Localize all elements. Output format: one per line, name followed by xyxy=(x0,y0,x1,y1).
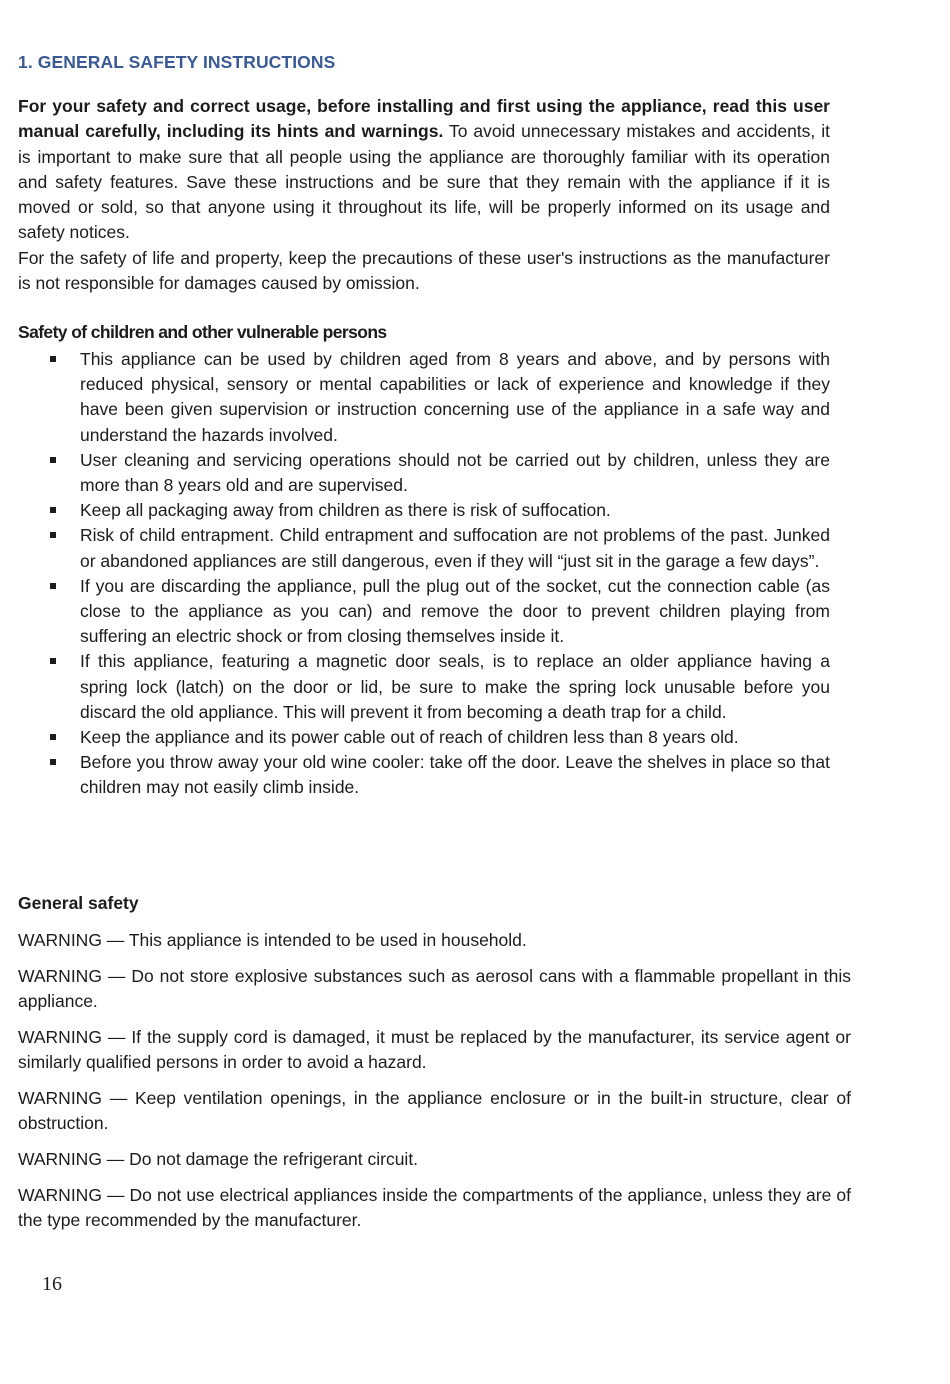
list-item-text: User cleaning and servicing operations should not be carried out by children, unless they are more than 8 years old and are supervised. xyxy=(80,449,830,496)
list-item xyxy=(18,649,830,725)
intro-block xyxy=(18,94,830,296)
list-item-text: Keep all packaging away from children as there is risk of suffocation. xyxy=(80,500,611,521)
list-item-text: This appliance can be used by children aged from 8 years and above, and by persons with reduced physical, sensory or mental capabilities or lack of experience and knowledge if they have been given supervision or instruction concerning use of the appliance in a safe way and understand the hazards involved. xyxy=(80,349,830,445)
warnings-list xyxy=(18,928,851,1244)
children-safety-heading: Safety of children and other vulnerable persons xyxy=(18,322,387,342)
list-item xyxy=(18,750,830,800)
list-item-text: Keep the appliance and its power cable out of reach of children less than 8 years old. xyxy=(80,727,739,748)
section-heading: 1. GENERAL SAFETY INSTRUCTIONS xyxy=(18,52,336,72)
list-item-text: If this appliance, featuring a magnetic door seals, is to replace an older appliance having a spring lock (latch) on the door or lid, be sure to make the spring lock unusable before you discard the old appliance. This will prevent it from becoming a death trap for a child. xyxy=(80,651,830,722)
bullet-square-icon xyxy=(50,734,56,740)
intro-second-paragraph: For the safety of life and property, keep the precautions of these user's instructions as the manufacturer is not responsible for damages caused by omission. xyxy=(18,247,830,294)
list-item xyxy=(18,523,830,573)
bullet-square-icon xyxy=(50,759,56,765)
warning-item: WARNING — This appliance is intended to be used in household. xyxy=(18,930,527,950)
bullet-square-icon xyxy=(50,356,56,362)
bullet-square-icon xyxy=(50,507,56,513)
bullet-square-icon xyxy=(50,658,56,664)
page-number: 16 xyxy=(42,1273,62,1295)
warning-item: WARNING — If the supply cord is damaged, it must be replaced by the manufacturer, its service agent or similarly qualified persons in order to avoid a hazard. xyxy=(18,1027,851,1072)
children-safety-list xyxy=(18,347,830,801)
warning-item: WARNING — Do not use electrical appliances inside the compartments of the appliance, unless they are of the type recommended by the manufacturer. xyxy=(18,1185,851,1230)
warning-item: WARNING — Do not store explosive substances such as aerosol cans with a flammable propellant in this appliance. xyxy=(18,966,851,1011)
list-item xyxy=(18,498,830,523)
bullet-square-icon xyxy=(50,583,56,589)
intro-paragraph xyxy=(18,94,830,246)
list-item xyxy=(18,574,830,650)
list-item-text: Risk of child entrapment. Child entrapment and suffocation are not problems of the past. Junked or abandoned appliances are still dangerous, even if they will “just sit in the garage a few days”. xyxy=(80,525,830,571)
bullet-square-icon xyxy=(50,532,56,538)
list-item-text: If you are discarding the appliance, pull the plug out of the socket, cut the connection cable (as close to the appliance as you can) and remove the door to prevent children playing from suffering an electric shock or from closing themselves inside it. xyxy=(80,575,830,647)
warning-item: WARNING — Do not damage the refrigerant circuit. xyxy=(18,1149,419,1169)
list-item-text: Before you throw away your old wine cooler: take off the door. Leave the shelves in place so that children may not easily climb inside. xyxy=(80,752,830,798)
intro-bold-lead: For your safety and correct usage, before installing and first using the appliance, read this user manual carefully, including its hints and warnings. xyxy=(18,96,830,142)
list-item xyxy=(18,725,830,750)
list-item xyxy=(18,448,830,498)
general-safety-heading: General safety xyxy=(18,893,139,913)
warning-item: WARNING — Keep ventilation openings, in the appliance enclosure or in the built-in structure, clear of obstruction. xyxy=(18,1088,851,1133)
intro-body: To avoid unnecessary mistakes and accidents, it is important to make sure that all people using the appliance are thoroughly familiar with its operation and safety features. Save these instructions and be sure that they remain with the appliance if it is moved or sold, so that anyone using it throughout its life, will be properly informed on its usage and safety notices. xyxy=(18,121,830,243)
bullet-square-icon xyxy=(50,457,56,463)
list-item xyxy=(18,347,830,448)
